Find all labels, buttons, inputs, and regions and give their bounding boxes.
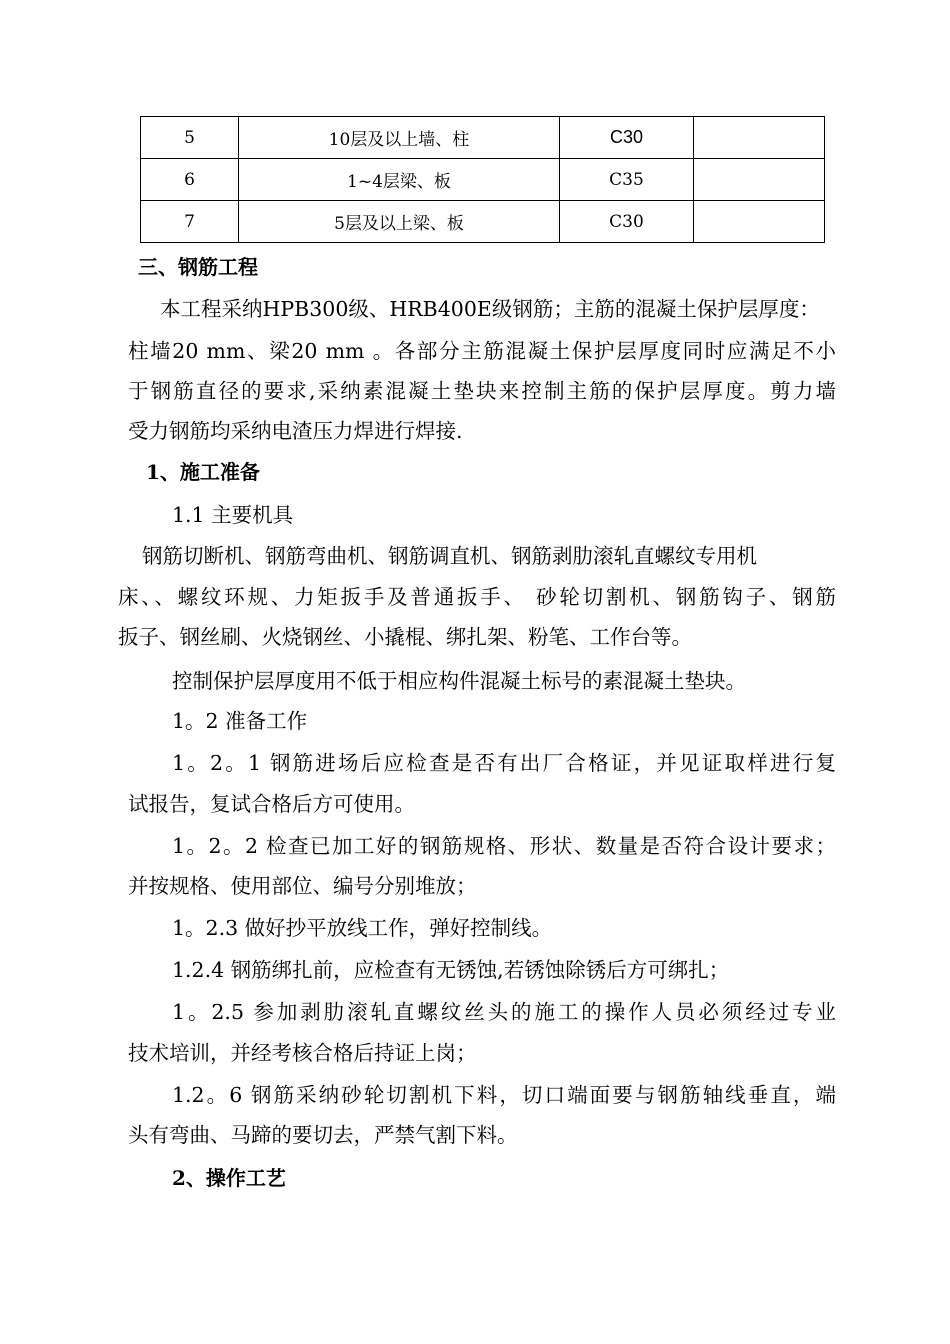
row-grade: C30: [560, 117, 694, 159]
paragraph-line: 头有弯曲、马蹄的要切去，严禁气割下料。: [128, 1123, 518, 1147]
table-row: [141, 117, 825, 159]
item-heading: 1.1 主要机具: [172, 503, 294, 527]
row-note: [694, 117, 825, 159]
paragraph-line: 1。2.3 做好抄平放线工作，弹好控制线。: [172, 916, 553, 940]
table-row: [141, 201, 825, 243]
row-note: [694, 159, 825, 201]
row-grade: C35: [560, 159, 694, 201]
paragraph-line: 于钢筋直径的要求,采纳素混凝土垫块来控制主筋的保护层厚度。剪力墙: [128, 379, 836, 403]
paragraph-line: 并按规格、使用部位、编号分别堆放；: [128, 874, 477, 898]
row-number: 6: [141, 159, 239, 201]
section-heading-rebar: 三、钢筋工程: [138, 255, 258, 279]
paragraph-line: 扳子、钢丝刷、火烧钢丝、小撬棍、绑扎架、粉笔、工作台等。: [118, 625, 692, 649]
item-heading: 1。2 准备工作: [172, 709, 308, 733]
paragraph-line: 柱墙20 mm、梁20 mm 。各部分主筋混凝土保护层厚度同时应满足不小: [128, 339, 836, 363]
row-grade: C30: [560, 201, 694, 243]
paragraph-line: 受力钢筋均采纳电渣压力焊进行焊接.: [128, 419, 463, 443]
paragraph-line: 技术培训，并经考核合格后持证上岗；: [128, 1041, 477, 1065]
table-row: [141, 159, 825, 201]
paragraph-line: 床、、螺纹环规、力矩扳手及普通扳手、 砂轮切割机、钢筋钩子、钢筋: [118, 585, 836, 609]
paragraph-line: 1。2.5 参加剥肋滚轧直螺纹丝头的施工的操作人员必须经过专业: [172, 1000, 836, 1024]
concrete-grade-table: [140, 116, 825, 243]
row-part: 5层及以上梁、板: [239, 201, 560, 243]
paragraph-line: 试报告，复试合格后方可使用。: [128, 792, 415, 816]
paragraph-line: 1。2。2 检查已加工好的钢筋规格、形状、数量是否符合设计要求；: [172, 834, 836, 858]
paragraph-line: 控制保护层厚度用不低于相应构件混凝土标号的素混凝土垫块。: [172, 669, 746, 693]
row-number: 7: [141, 201, 239, 243]
paragraph-line: 钢筋切断机、钢筋弯曲机、钢筋调直机、钢筋剥肋滚轧直螺纹专用机: [142, 544, 757, 568]
paragraph-line: 1.2。6 钢筋采纳砂轮切割机下料，切口端面要与钢筋轴线垂直，端: [172, 1083, 836, 1107]
row-number: 5: [141, 117, 239, 159]
row-part: 1~4层梁、板: [239, 159, 560, 201]
paragraph-line: 本工程采纳HPB300级、HRB400E级钢筋；主筋的混凝土保护层厚度：: [160, 297, 820, 321]
paragraph-line: 1。2。1 钢筋进场后应检查是否有出厂合格证，并见证取样进行复: [172, 751, 836, 775]
subsection-heading: 2、操作工艺: [172, 1166, 286, 1190]
paragraph-line: 1.2.4 钢筋绑扎前，应检查有无锈蚀,若锈蚀除锈后方可绑扎；: [172, 958, 730, 982]
row-part: 10层及以上墙、柱: [239, 117, 560, 159]
row-note: [694, 201, 825, 243]
subsection-heading: 1、施工准备: [146, 460, 260, 484]
